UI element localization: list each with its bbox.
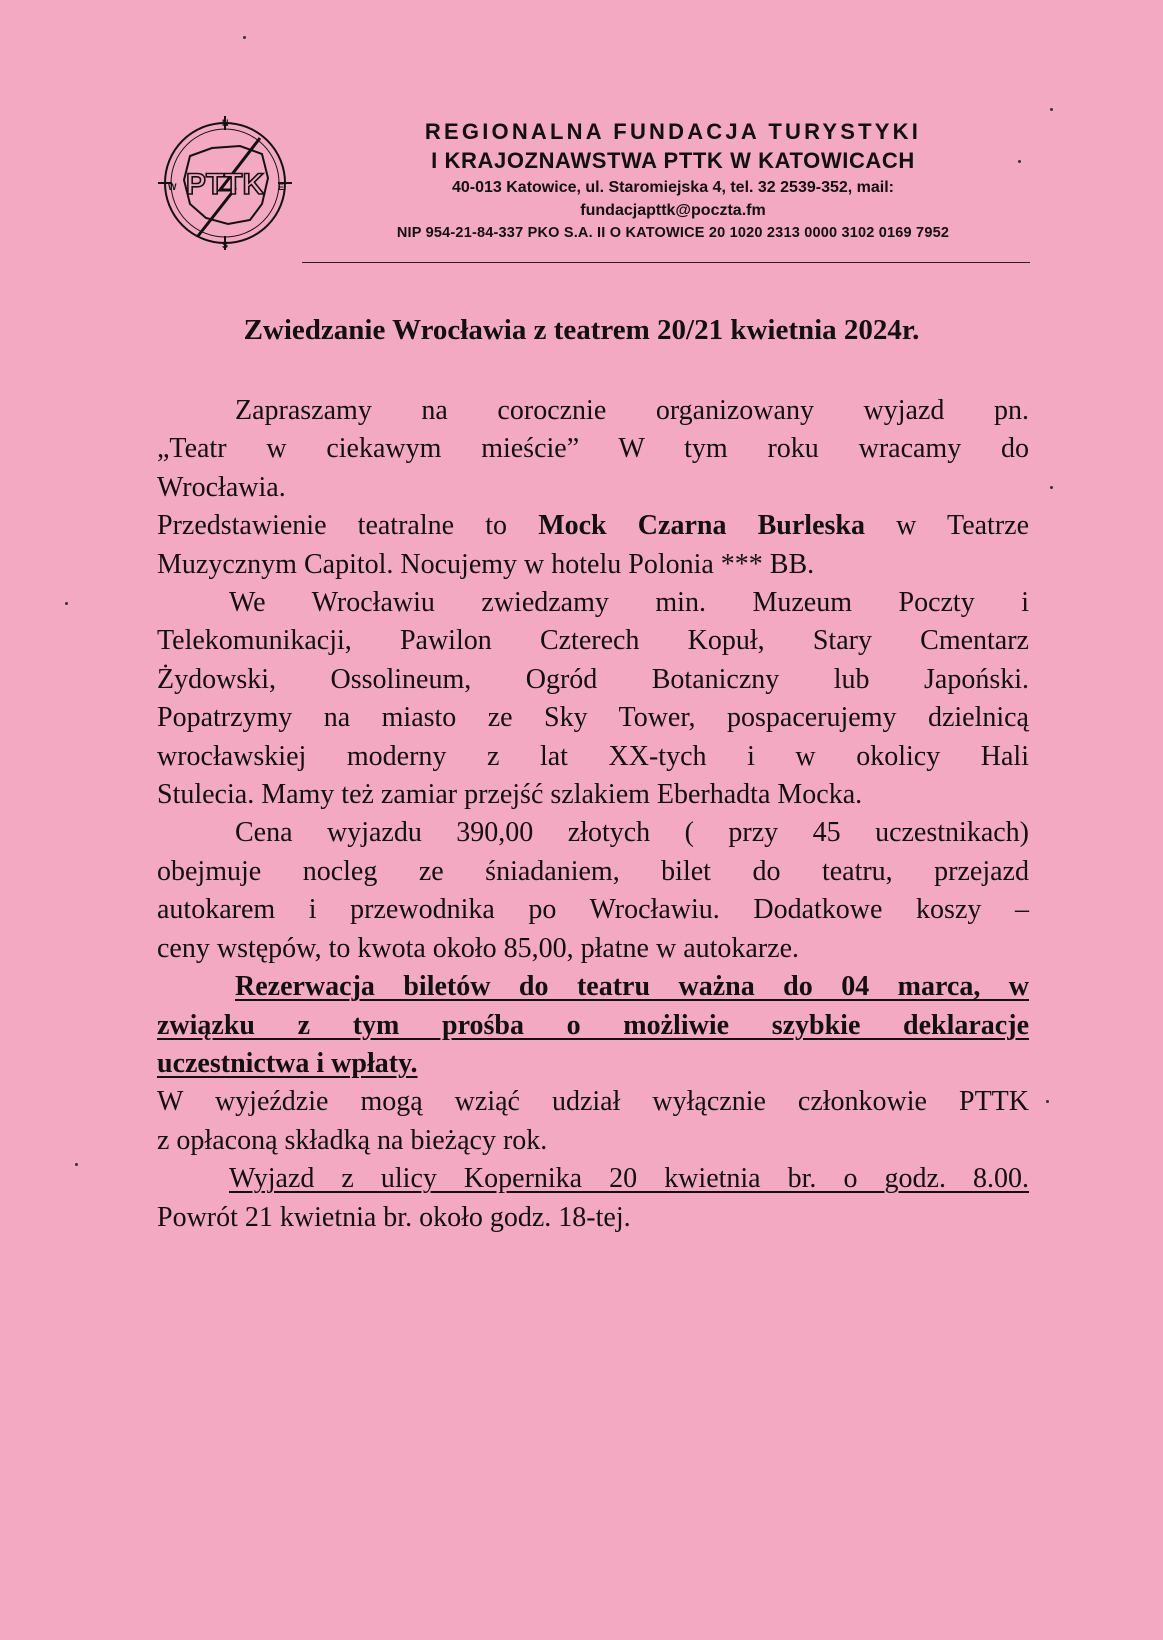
reservation-notice-line: Rezerwacja biletów do teatru ważna do 04 marca, w — [235, 971, 1029, 1003]
org-address: 40-013 Katowice, ul. Staromiejska 4, tel. 32 2539-352, mail: — [451, 179, 894, 196]
paragraph-line: We Wrocławiu zwiedzamy min. Muzeum Poczty i — [229, 587, 1029, 619]
document-title: Zwiedzanie Wrocławia z teatrem 20/21 kwietnia 2024r. — [243, 314, 920, 346]
scan-speck — [1050, 486, 1053, 489]
paragraph-line: Stulecia. Mamy też zamiar przejść szlakiem Eberhadta Mocka. — [157, 779, 863, 811]
reservation-notice-line: związku z tym prośba o możliwie szybkie deklaracje — [157, 1009, 1029, 1041]
show-name: Mock Czarna Burleska — [538, 510, 865, 542]
scan-speck — [1018, 160, 1021, 163]
text-run: Przedstawienie teatralne to — [157, 510, 507, 542]
paragraph-line: wrocławskiej moderny z lat XX-tych i w okolicy Hali — [157, 740, 1029, 772]
paragraph-line: Cena wyjazdu 390,00 złotych ( przy 45 uczestnikach) — [235, 817, 1029, 849]
paragraph-line: Telekomunikacji, Pawilon Czterech Kopuł, Stary Cmentarz — [157, 625, 1029, 657]
letterhead — [150, 100, 1030, 270]
document-body — [157, 392, 1029, 1237]
scan-speck — [1046, 1100, 1049, 1103]
paragraph-line: obejmuje nocleg ze śniadaniem, bilet do teatru, przejazd — [157, 855, 1029, 887]
compass-north: N — [222, 118, 229, 128]
reservation-notice-line — [157, 1045, 1029, 1083]
compass-west: W — [168, 182, 177, 192]
paragraph-line: autokarem i przewodnika po Wrocławiu. Dodatkowe koszy – — [157, 894, 1029, 926]
organization-info — [318, 118, 1028, 244]
compass-south: S — [222, 240, 229, 250]
org-name-line1: REGIONALNA FUNDACJA TURYSTYKI — [424, 119, 922, 144]
paragraph-line: Muzycznym Capitol. Nocujemy w hotelu Polonia *** BB. — [157, 548, 815, 580]
scan-speck — [75, 1163, 78, 1166]
paragraph-line: ceny wstępów, to kwota około 85,00, płatne w autokarze. — [157, 932, 800, 964]
letterhead-divider — [302, 262, 1030, 263]
logo-text: PTTK — [185, 168, 265, 201]
org-name-line2: I KRAJOZNAWSTWA PTTK W KATOWICACH — [431, 148, 915, 173]
text-run: w Teatrze — [896, 510, 1030, 542]
paragraph-line: Popatrzymy na miasto ze Sky Tower, pospacerujemy dzielnicą — [157, 702, 1029, 734]
scan-speck — [65, 602, 68, 605]
paragraph-line: Wrocławia. — [157, 471, 286, 503]
pttk-logo-icon — [150, 108, 300, 258]
compass-east: E — [278, 182, 285, 192]
paragraph-line: W wyjeździe mogą wziąć udział wyłącznie członkowie PTTK — [157, 1086, 1029, 1118]
paragraph-line: „Teatr w ciekawym mieście” W tym roku wracamy do — [157, 433, 1029, 465]
scan-speck — [1050, 108, 1053, 111]
reservation-notice-text: uczestnictwa i wpłaty. — [157, 1047, 418, 1079]
scan-speck — [243, 36, 246, 39]
return-line: Powrót 21 kwietnia br. około godz. 18-tej. — [157, 1201, 631, 1233]
paragraph-line — [157, 507, 1029, 545]
org-email: fundacjapttk@poczta.fm — [580, 202, 766, 219]
departure-line: Wyjazd z ulicy Kopernika 20 kwietnia br. o godz. 8.00. — [229, 1163, 1029, 1195]
paragraph-line: Żydowski, Ossolineum, Ogród Botaniczny lub Japoński. — [157, 663, 1029, 695]
paragraph-line: Zapraszamy na corocznie organizowany wyjazd pn. — [235, 395, 1029, 426]
org-nip-bank: NIP 954-21-84-337 PKO S.A. II O KATOWICE 20 1020 2313 0000 3102 0169 7952 — [396, 225, 950, 241]
paragraph-line: z opłaconą składką na bieżący rok. — [157, 1124, 548, 1156]
